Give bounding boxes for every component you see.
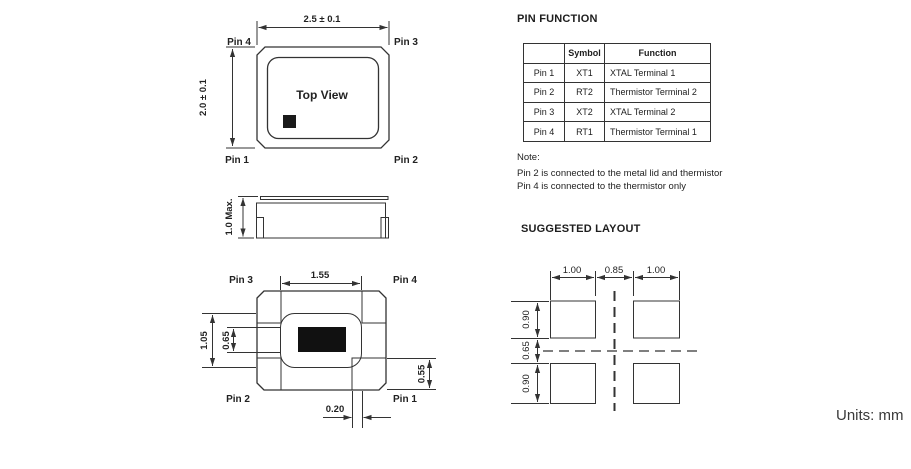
note-line: Pin 4 is connected to the thermistor only [517, 181, 686, 192]
bottom-view-pad-offset-dim: 0.20 [325, 404, 345, 415]
bottom-view-pad-top-left [257, 291, 281, 323]
side-view-drawing [224, 197, 389, 239]
units-label: Units: mm [836, 407, 904, 424]
bottom-view-drawing [199, 270, 436, 428]
layout-pad-top-left [551, 301, 596, 338]
layout-pad-bottom-right [634, 364, 680, 404]
cell-function: XTAL Terminal 1 [605, 63, 711, 83]
layout-center-gap-dim: 0.85 [604, 265, 624, 276]
note-block [517, 151, 722, 193]
side-view-height-dim: 1.0 Max. [224, 198, 235, 236]
table-header-symbol: Symbol [565, 44, 605, 64]
top-view-drawing [198, 14, 418, 166]
top-view-height-dim: 2.0 ± 0.1 [198, 79, 209, 116]
note-title: Note: [517, 152, 540, 163]
suggested-layout-title: SUGGESTED LAYOUT [521, 223, 641, 235]
bottom-view-cavity-width-dim: 1.55 [310, 270, 330, 281]
top-view-label: Top View [296, 88, 348, 102]
pin1-orientation-marker [283, 115, 296, 128]
bottom-view-cavity-height-dim: 1.05 [199, 331, 210, 350]
bottom-view-pad-bottom-left [257, 358, 281, 390]
bottom-view-pin4-label: Pin 4 [393, 275, 417, 286]
cell-function: XTAL Terminal 2 [605, 102, 711, 122]
layout-middle-gap-dim: 0.65 [521, 341, 532, 360]
side-view-right-pad [381, 218, 389, 239]
layout-pad-top-right [634, 301, 680, 338]
table-header-function: Function [605, 44, 711, 64]
cell-pin: Pin 2 [524, 83, 565, 103]
top-view-pin4-label: Pin 4 [227, 37, 251, 48]
side-view-left-pad [257, 218, 264, 239]
cell-symbol: XT2 [565, 102, 605, 122]
table-row [524, 122, 711, 142]
layout-pad-bottom-left [551, 364, 596, 404]
cell-function: Thermistor Terminal 1 [605, 122, 711, 142]
bottom-view-pad-top-right [362, 291, 386, 323]
suggested-layout-drawing [511, 265, 697, 411]
cell-symbol: XT1 [565, 63, 605, 83]
top-view-pin3-label: Pin 3 [394, 37, 418, 48]
note-line: Pin 2 is connected to the metal lid and thermistor [517, 168, 723, 179]
pin-function-table [523, 43, 711, 142]
bottom-view-pin2-label: Pin 2 [226, 394, 250, 405]
layout-pad-width-left-dim: 1.00 [562, 265, 582, 276]
bottom-view-pin1-label: Pin 1 [393, 394, 417, 405]
layout-pad-height-bottom-dim: 0.90 [521, 374, 532, 393]
layout-pad-height-top-dim: 0.90 [521, 310, 532, 329]
cell-pin: Pin 4 [524, 122, 565, 142]
layout-pad-width-right-dim: 1.00 [646, 265, 666, 276]
cell-symbol: RT1 [565, 122, 605, 142]
table-row [524, 63, 711, 83]
bottom-view-pad-bottom-right [352, 358, 386, 390]
pin-function-title: PIN FUNCTION [517, 13, 598, 25]
top-view-pin1-label: Pin 1 [225, 155, 249, 166]
top-view-width-dim: 2.5 ± 0.1 [303, 14, 341, 25]
cell-symbol: RT2 [565, 83, 605, 103]
cell-pin: Pin 3 [524, 102, 565, 122]
cell-function: Thermistor Terminal 2 [605, 83, 711, 103]
bottom-view-pad-height-dim: 0.55 [416, 364, 428, 384]
table-header-row [524, 44, 711, 64]
table-row [524, 83, 711, 103]
bottom-view-crystal [298, 327, 346, 352]
bottom-view-pin3-label: Pin 3 [229, 275, 253, 286]
bottom-view-inner-height-dim: 0.65 [221, 331, 232, 350]
table-row [524, 102, 711, 122]
side-view-lid [261, 197, 389, 200]
cell-pin: Pin 1 [524, 63, 565, 83]
table-header-pin [524, 44, 565, 64]
top-view-pin2-label: Pin 2 [394, 155, 418, 166]
side-view-body [257, 203, 386, 238]
